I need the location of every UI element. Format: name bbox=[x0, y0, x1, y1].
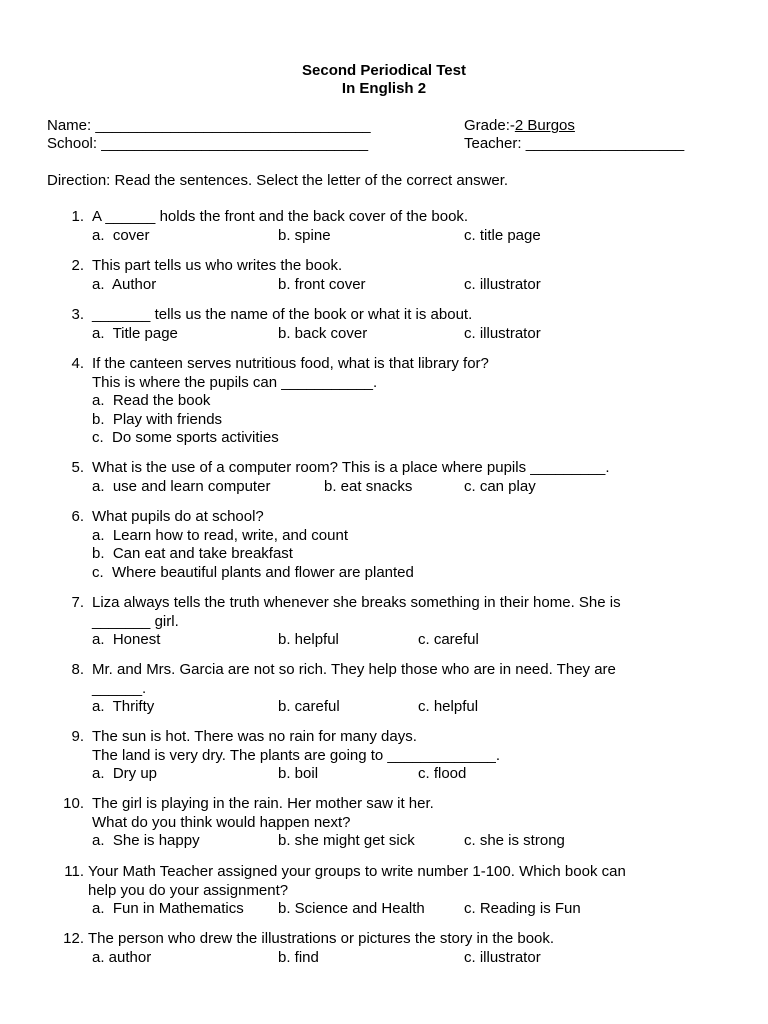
answer-choice: c. flood bbox=[418, 765, 467, 782]
question-text: Your Math Teacher assigned your groups to write number 1-100. Which book can bbox=[88, 863, 626, 880]
question-number: 3. bbox=[71, 306, 84, 323]
answer-choice: b. find bbox=[278, 948, 319, 966]
school-field-label: School: ________________________________ bbox=[47, 135, 369, 152]
answer-choice: c. illustrator bbox=[464, 324, 541, 342]
question-text: If the canteen serves nutritious food, what is that library for? bbox=[92, 355, 489, 372]
question-text: This is where the pupils can ___________. bbox=[92, 373, 378, 391]
answer-choice: c. Do some sports activities bbox=[92, 429, 279, 446]
answer-choice: a. author bbox=[92, 948, 152, 966]
question-text: Liza always tells the truth whenever she breaks something in their home. She is bbox=[92, 594, 621, 611]
answer-choice: a. Dry up bbox=[92, 765, 158, 782]
answer-choice: a. cover bbox=[92, 226, 150, 244]
teacher-field-label: Teacher: ___________________ bbox=[464, 135, 685, 152]
question-number: 5. bbox=[71, 459, 84, 476]
answer-choice: a. Fun in Mathematics bbox=[92, 900, 244, 917]
answer-choice: a. She is happy bbox=[92, 832, 200, 849]
question-number: 8. bbox=[71, 661, 84, 678]
answer-choice: c. helpful bbox=[418, 698, 479, 715]
answer-choice: b. Can eat and take breakfast bbox=[92, 545, 293, 562]
direction-text: Direction: Read the sentences. Select the letter of the correct answer. bbox=[47, 172, 509, 189]
answer-choice: b. she might get sick bbox=[278, 832, 415, 849]
question-number: 7. bbox=[71, 594, 84, 611]
question-number: 6. bbox=[71, 508, 84, 525]
question-text: _______ girl. bbox=[92, 612, 179, 630]
question-text: _______ tells us the name of the book or what it is about. bbox=[92, 306, 473, 323]
question-text: What pupils do at school? bbox=[92, 508, 264, 525]
question-number: 2. bbox=[71, 257, 84, 274]
name-field-label: Name: _________________________________ bbox=[47, 117, 371, 134]
question-text: The sun is hot. There was no rain for many days. bbox=[92, 728, 417, 745]
answer-choice: b. careful bbox=[278, 698, 340, 715]
question-text: A ______ holds the front and the back cover of the book. bbox=[92, 208, 469, 225]
answer-choice: c. can play bbox=[464, 477, 536, 495]
question-number: 9. bbox=[71, 728, 84, 745]
answer-choice: a. Read the book bbox=[92, 392, 211, 409]
answer-choice: b. front cover bbox=[278, 275, 366, 293]
question-text: What is the use of a computer room? This is a place where pupils _________. bbox=[92, 459, 610, 476]
answer-choice: a. Honest bbox=[92, 631, 161, 648]
answer-choice: b. Science and Health bbox=[278, 900, 425, 917]
answer-choice: c. Where beautiful plants and flower are planted bbox=[92, 563, 414, 581]
answer-choice: a. use and learn computer bbox=[92, 477, 271, 495]
question-number: 10. bbox=[63, 795, 84, 812]
grade-label: Grade:- bbox=[464, 117, 515, 134]
answer-choice: a. Thrifty bbox=[92, 698, 155, 715]
answer-choice: b. back cover bbox=[278, 324, 368, 342]
answer-choice: c. Reading is Fun bbox=[464, 900, 581, 917]
question-text: The land is very dry. The plants are going to _____________. bbox=[92, 746, 501, 764]
question-text: This part tells us who writes the book. bbox=[92, 257, 343, 274]
question-text: The person who drew the illustrations or pictures the story in the book. bbox=[88, 930, 555, 947]
test-title: Second Periodical Test bbox=[302, 62, 466, 79]
question-number: 11. bbox=[64, 863, 84, 880]
question-number: 12. bbox=[63, 930, 84, 947]
answer-choice: c. careful bbox=[418, 631, 479, 648]
answer-choice: c. illustrator bbox=[464, 948, 541, 966]
answer-choice: c. she is strong bbox=[464, 832, 565, 849]
answer-choice: a. Title page bbox=[92, 324, 178, 342]
grade-value: 2 Burgos bbox=[514, 117, 575, 134]
question-text: The girl is playing in the rain. Her mother saw it her. bbox=[92, 795, 434, 812]
answer-choice: b. eat snacks bbox=[324, 477, 413, 495]
test-subtitle: In English 2 bbox=[341, 80, 427, 97]
answer-choice: c. title page bbox=[464, 226, 541, 244]
answer-choice: a. Author bbox=[92, 275, 157, 293]
question-text: ______. bbox=[92, 679, 147, 697]
answer-choice: b. spine bbox=[278, 226, 331, 244]
question-text: help you do your assignment? bbox=[88, 881, 289, 899]
answer-choice: a. Learn how to read, write, and count bbox=[92, 526, 348, 544]
question-number: 4. bbox=[71, 355, 84, 372]
answer-choice: b. Play with friends bbox=[92, 410, 223, 428]
question-text: Mr. and Mrs. Garcia are not so rich. They help those who are in need. They are bbox=[92, 661, 616, 678]
answer-choice: b. boil bbox=[278, 765, 319, 782]
grade-field bbox=[464, 117, 575, 135]
question-text: What do you think would happen next? bbox=[92, 813, 351, 831]
answer-choice: b. helpful bbox=[278, 631, 339, 648]
answer-choice: c. illustrator bbox=[464, 275, 541, 293]
question-number: 1. bbox=[71, 208, 84, 225]
